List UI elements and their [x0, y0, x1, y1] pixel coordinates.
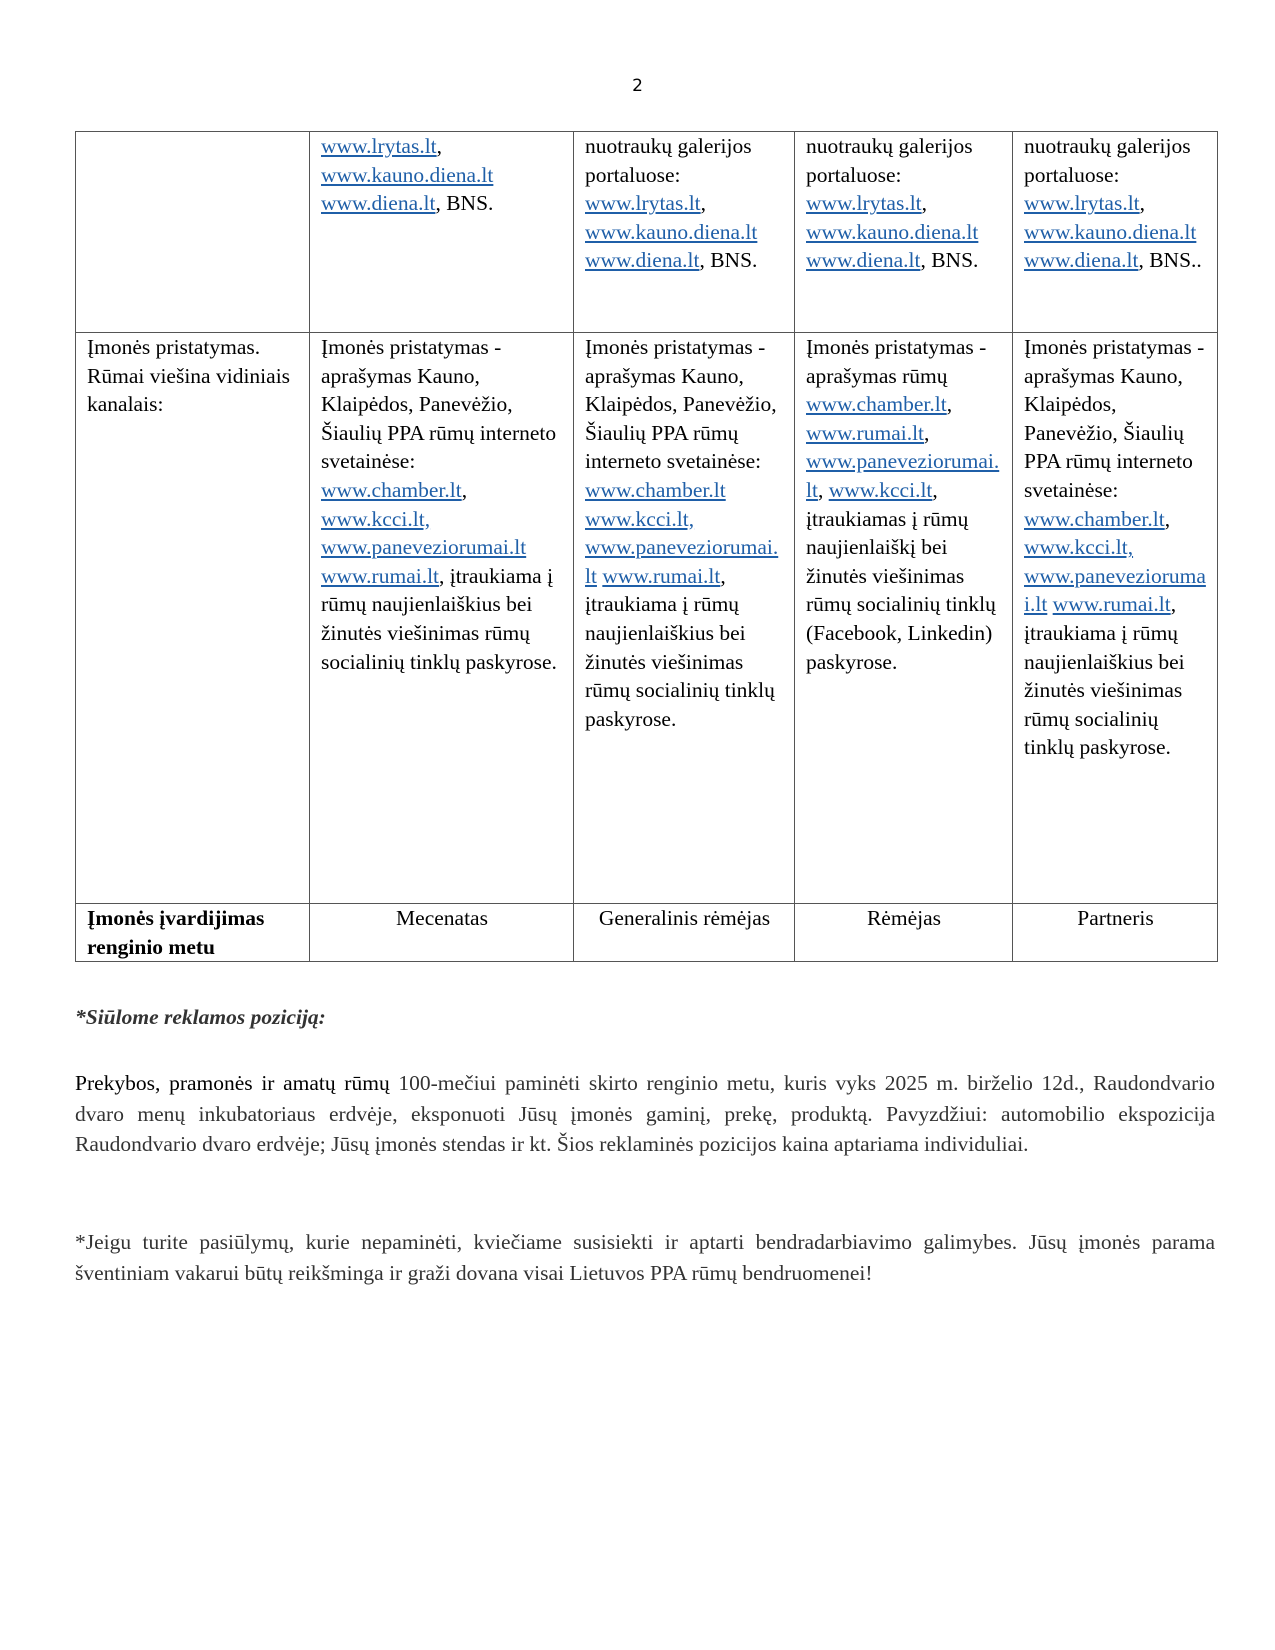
table-cell	[574, 904, 795, 962]
link-suffix: ,	[921, 191, 928, 216]
website-link[interactable]: www.kauno.diena.lt	[1024, 219, 1197, 244]
website-link[interactable]: www.rumai.lt	[806, 420, 925, 445]
website-link[interactable]: www.rumai.lt	[1052, 592, 1171, 617]
website-link[interactable]: www.paneveziorumai.lt	[585, 535, 779, 588]
cell-text: nuotraukų galerijos portaluose:	[585, 134, 752, 187]
website-link[interactable]: www.lrytas.lt	[321, 134, 437, 158]
table-cell	[574, 132, 795, 333]
website-link[interactable]: www.diena.lt	[806, 248, 921, 273]
cell-text: nuotraukų galerijos portaluose:	[806, 134, 973, 187]
website-link[interactable]: www.rumai.lt	[602, 563, 721, 588]
website-link[interactable]: www.kcci.lt,	[321, 506, 431, 531]
table-cell	[574, 333, 795, 904]
link-suffix: ,	[461, 477, 468, 502]
table-cell	[310, 904, 574, 962]
cell-text: Įmonės pristatymas - aprašymas rūmų	[806, 335, 987, 388]
link-suffix: ,	[700, 191, 707, 216]
table-row	[76, 132, 1218, 333]
cell-text: Rėmėjas	[866, 906, 942, 930]
website-link[interactable]: www.chamber.lt	[585, 477, 726, 502]
table-cell	[1013, 904, 1218, 962]
section-title: *Siūlome reklamos poziciją:	[75, 1005, 326, 1029]
link-suffix: , BNS.	[699, 248, 758, 273]
row-label: Įmonės įvardijimas renginio metu	[76, 904, 310, 962]
cell-text: Partneris	[1077, 906, 1154, 930]
contact-paragraph: *Jeigu turite pasiūlymų, kurie nepaminėti, kviečiame susisiekti ir aptarti bendradarbiavimo galimybes. Jūsų įmonės parama šventiniam vakarui būtų reikšminga ir graži dovana visai Lietuvos PPA rūmų bendruomenei!	[75, 1230, 1215, 1285]
website-link[interactable]: www.kauno.diena.lt	[321, 162, 494, 187]
sponsorship-table	[75, 131, 1218, 962]
cell-text: Įmonės pristatymas - aprašymas Kauno, Klaipėdos, Panevėžio, Šiaulių PPA rūmų interneto svetainėse:	[321, 335, 557, 474]
link-suffix: ,	[932, 477, 938, 502]
cell-text: Generalinis rėmėjas	[598, 906, 771, 930]
cell-text: įtraukiamas į rūmų naujienlaiškį bei žinutės viešinimas rūmų socialinių tinklų (Facebook, Linkedin) paskyrose.	[806, 506, 996, 674]
cell-text: Įmonės pristatymas - aprašymas Kauno, Klaipėdos, Panevėžio, Šiaulių PPA rūmų interneto svetainėse:	[1024, 335, 1205, 502]
advertising-paragraph	[75, 1068, 1215, 1160]
row-label	[76, 132, 310, 333]
table-cell	[1013, 333, 1218, 904]
cell-text: įtraukiama į rūmų naujienlaiškius bei žinutės viešinimas rūmų socialinių tinklų paskyrose.	[1024, 620, 1185, 760]
website-link[interactable]: www.diena.lt	[1024, 248, 1139, 273]
table-row	[76, 333, 1218, 904]
paragraph-body: 100-mečiui paminėti skirto renginio metu, kuris vyks 2025 m. birželio 12d., Raudondvario dvaro menų inkubatoriaus erdvėje, eksponuoti Jūsų įmonės gaminį, prekę, produktą. Pavyzdžiui: automobilio ekspozicija Raudondvario dvaro erdvėje; Jūsų įmonės stendas ir kt. Šios reklaminės pozicijos kaina aptariama individuliai.	[75, 1071, 1215, 1156]
paragraph-lead: Prekybos, pramonės ir amatų rūmų	[75, 1071, 390, 1095]
website-link[interactable]: www.rumai.lt	[321, 563, 440, 588]
link-suffix: ,	[946, 392, 953, 417]
website-link[interactable]: www.kauno.diena.lt	[806, 219, 979, 244]
cell-text: nuotraukų galerijos portaluose:	[1024, 134, 1191, 187]
row-label: Įmonės pristatymas. Rūmai viešina vidiniais kanalais:	[76, 333, 310, 904]
link-suffix: ,	[1164, 506, 1171, 531]
link-suffix: ,	[436, 134, 443, 158]
cell-text: įtraukiama į rūmų naujienlaiškius bei žinutės viešinimas rūmų socialinių tinklų paskyrose.	[321, 563, 557, 674]
website-link[interactable]: www.diena.lt	[321, 191, 436, 216]
table-cell	[1013, 132, 1218, 333]
website-link[interactable]: www.chamber.lt	[806, 392, 947, 417]
table-cell	[310, 132, 574, 333]
website-link[interactable]: www.kcci.lt,	[585, 506, 695, 531]
link-suffix: ,	[439, 563, 445, 588]
table-cell	[310, 333, 574, 904]
website-link[interactable]: www.diena.lt	[585, 248, 700, 273]
link-suffix: , BNS.	[920, 248, 979, 273]
link-suffix: ,	[817, 477, 824, 502]
link-suffix: ,	[1139, 191, 1146, 216]
cell-text: Mecenatas	[396, 906, 488, 930]
link-suffix: , BNS.	[435, 191, 494, 216]
link-suffix: ,	[924, 420, 930, 445]
website-link[interactable]: www.chamber.lt	[1024, 506, 1165, 531]
table-cell	[795, 132, 1013, 333]
website-link[interactable]: www.paneveziorumai.lt	[1024, 563, 1206, 617]
table-cell	[795, 333, 1013, 904]
website-link[interactable]: www.chamber.lt	[321, 477, 462, 502]
website-link[interactable]: www.kcci.lt	[828, 477, 933, 502]
link-suffix: , BNS..	[1138, 248, 1202, 273]
page-number: 2	[632, 76, 643, 96]
table-cell	[795, 904, 1013, 962]
cell-text: Įmonės pristatymas - aprašymas Kauno, Klaipėdos, Panevėžio, Šiaulių PPA rūmų interneto svetainėse:	[585, 335, 777, 474]
website-link[interactable]: www.kauno.diena.lt	[585, 219, 758, 244]
cell-text: įtraukiama į rūmų naujienlaiškius bei žinutės viešinimas rūmų socialinių tinklų paskyrose.	[585, 592, 775, 731]
link-suffix: ,	[1170, 592, 1177, 617]
website-link[interactable]: www.kcci.lt,	[1024, 535, 1134, 560]
website-link[interactable]: www.lrytas.lt	[585, 191, 701, 216]
link-suffix: ,	[720, 563, 726, 588]
website-link[interactable]: www.paneveziorumai.lt	[321, 535, 527, 560]
table-row	[76, 904, 1218, 962]
website-link[interactable]: www.lrytas.lt	[1024, 191, 1140, 216]
website-link[interactable]: www.paneveziorumai.lt	[806, 449, 1000, 502]
website-link[interactable]: www.lrytas.lt	[806, 191, 922, 216]
